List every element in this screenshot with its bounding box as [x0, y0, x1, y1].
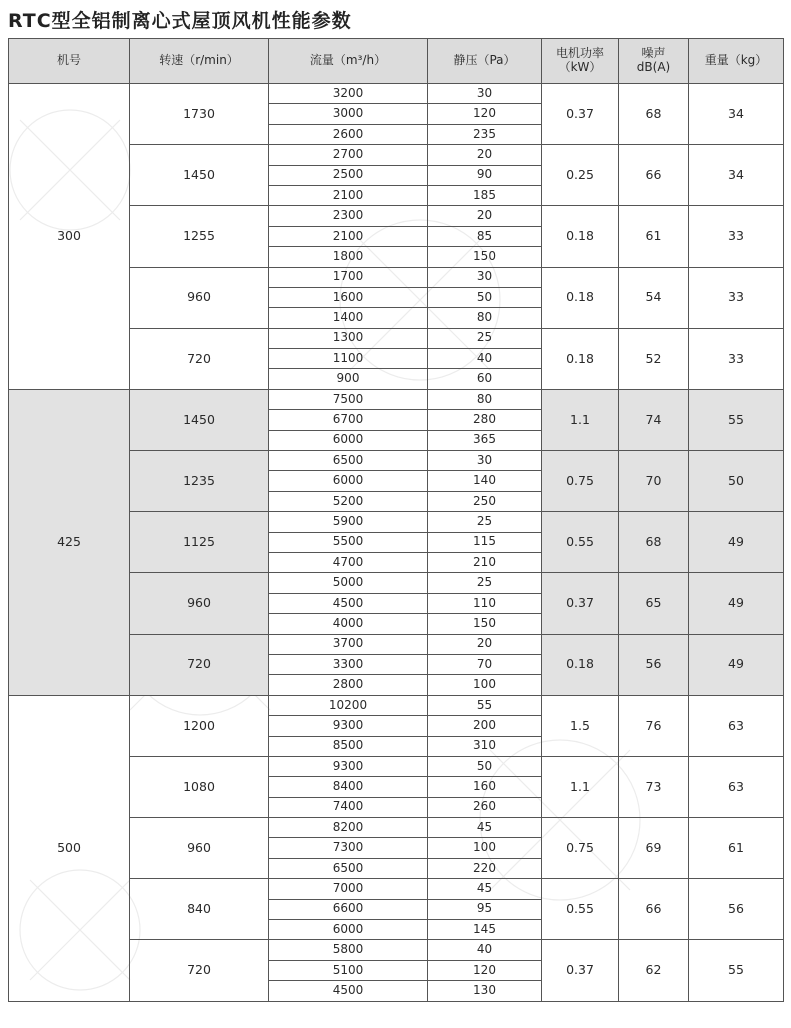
header-power-unit: （kW） — [558, 60, 602, 74]
noise-cell: 62 — [619, 940, 689, 1001]
speed-cell: 960 — [130, 267, 269, 328]
flow-cell: 10200 — [269, 695, 428, 715]
pressure-cell: 150 — [428, 614, 542, 634]
pressure-cell: 45 — [428, 818, 542, 838]
header-noise-unit: dB(A) — [636, 60, 671, 74]
pressure-cell: 100 — [428, 838, 542, 858]
flow-cell: 4000 — [269, 614, 428, 634]
weight-cell: 33 — [689, 328, 784, 389]
flow-cell: 2300 — [269, 206, 428, 226]
fan-spec-table — [8, 38, 784, 1002]
flow-cell: 8500 — [269, 736, 428, 756]
power-cell: 0.18 — [542, 206, 619, 267]
speed-cell: 1235 — [130, 451, 269, 512]
flow-cell: 9300 — [269, 756, 428, 776]
model-cell: 300 — [9, 84, 130, 390]
power-cell: 0.55 — [542, 879, 619, 940]
pressure-cell: 310 — [428, 736, 542, 756]
flow-cell: 2700 — [269, 145, 428, 165]
flow-cell: 5900 — [269, 512, 428, 532]
flow-cell: 2600 — [269, 124, 428, 144]
pressure-cell: 130 — [428, 981, 542, 1001]
pressure-cell: 20 — [428, 145, 542, 165]
page-title: RTC型全铝制离心式屋顶风机性能参数 — [8, 10, 352, 32]
pressure-cell: 280 — [428, 410, 542, 430]
pressure-cell: 120 — [428, 960, 542, 980]
pressure-cell: 20 — [428, 206, 542, 226]
header-noise-label: 噪声 — [641, 46, 666, 61]
flow-cell: 4700 — [269, 552, 428, 572]
flow-cell: 7000 — [269, 879, 428, 899]
pressure-cell: 25 — [428, 573, 542, 593]
flow-cell: 6000 — [269, 430, 428, 450]
header-flow — [269, 39, 428, 84]
flow-cell: 7500 — [269, 389, 428, 409]
model-cell: 425 — [9, 389, 130, 695]
pressure-cell: 40 — [428, 349, 542, 369]
pressure-cell: 90 — [428, 165, 542, 185]
flow-cell: 3300 — [269, 654, 428, 674]
flow-cell: 5000 — [269, 573, 428, 593]
flow-cell: 1400 — [269, 308, 428, 328]
pressure-cell: 20 — [428, 634, 542, 654]
noise-cell: 52 — [619, 328, 689, 389]
flow-cell: 3000 — [269, 104, 428, 124]
speed-cell: 720 — [130, 940, 269, 1001]
flow-cell: 1800 — [269, 247, 428, 267]
header-power — [542, 39, 619, 84]
weight-cell: 33 — [689, 206, 784, 267]
pressure-cell: 55 — [428, 695, 542, 715]
pressure-cell: 25 — [428, 328, 542, 348]
weight-cell: 63 — [689, 695, 784, 756]
speed-cell: 1200 — [130, 695, 269, 756]
flow-cell: 1300 — [269, 328, 428, 348]
speed-cell: 960 — [130, 573, 269, 634]
pressure-cell: 25 — [428, 512, 542, 532]
noise-cell: 73 — [619, 756, 689, 817]
speed-cell: 960 — [130, 818, 269, 879]
noise-cell: 68 — [619, 512, 689, 573]
pressure-cell: 115 — [428, 532, 542, 552]
flow-cell: 1700 — [269, 267, 428, 287]
pressure-cell: 30 — [428, 84, 542, 104]
pressure-cell: 365 — [428, 430, 542, 450]
weight-cell: 63 — [689, 756, 784, 817]
noise-cell: 65 — [619, 573, 689, 634]
power-cell: 0.37 — [542, 940, 619, 1001]
pressure-cell: 250 — [428, 491, 542, 511]
pressure-cell: 50 — [428, 287, 542, 307]
power-cell: 0.18 — [542, 634, 619, 695]
flow-cell: 8200 — [269, 818, 428, 838]
pressure-cell: 185 — [428, 185, 542, 205]
pressure-cell: 80 — [428, 389, 542, 409]
speed-cell: 1450 — [130, 389, 269, 450]
header-model-label: 机号 — [56, 53, 81, 68]
weight-cell: 56 — [689, 879, 784, 940]
pressure-cell: 30 — [428, 267, 542, 287]
pressure-cell: 160 — [428, 777, 542, 797]
noise-cell: 61 — [619, 206, 689, 267]
weight-cell: 49 — [689, 634, 784, 695]
header-flow-label: 流量（m³/h） — [309, 53, 387, 68]
flow-cell: 7300 — [269, 838, 428, 858]
noise-cell: 56 — [619, 634, 689, 695]
flow-cell: 6600 — [269, 899, 428, 919]
noise-cell: 68 — [619, 84, 689, 145]
flow-cell: 7400 — [269, 797, 428, 817]
table-row — [9, 84, 784, 104]
speed-cell: 720 — [130, 634, 269, 695]
pressure-cell: 235 — [428, 124, 542, 144]
pressure-cell: 200 — [428, 716, 542, 736]
header-noise — [619, 39, 689, 84]
flow-cell: 3200 — [269, 84, 428, 104]
pressure-cell: 110 — [428, 593, 542, 613]
power-cell: 1.1 — [542, 389, 619, 450]
flow-cell: 2500 — [269, 165, 428, 185]
flow-cell: 6500 — [269, 451, 428, 471]
speed-cell: 1255 — [130, 206, 269, 267]
power-cell: 0.37 — [542, 84, 619, 145]
power-cell: 1.1 — [542, 756, 619, 817]
pressure-cell: 60 — [428, 369, 542, 389]
flow-cell: 1600 — [269, 287, 428, 307]
noise-cell: 66 — [619, 879, 689, 940]
speed-cell: 1450 — [130, 145, 269, 206]
weight-cell: 50 — [689, 451, 784, 512]
power-cell: 0.25 — [542, 145, 619, 206]
speed-cell: 1125 — [130, 512, 269, 573]
power-cell: 0.55 — [542, 512, 619, 573]
flow-cell: 3700 — [269, 634, 428, 654]
pressure-cell: 70 — [428, 654, 542, 674]
flow-cell: 5800 — [269, 940, 428, 960]
weight-cell: 34 — [689, 145, 784, 206]
pressure-cell: 140 — [428, 471, 542, 491]
header-pressure-label: 静压（Pa） — [453, 53, 516, 68]
pressure-cell: 100 — [428, 675, 542, 695]
pressure-cell: 45 — [428, 879, 542, 899]
pressure-cell: 95 — [428, 899, 542, 919]
flow-cell: 1100 — [269, 349, 428, 369]
pressure-cell: 145 — [428, 920, 542, 940]
speed-cell: 840 — [130, 879, 269, 940]
pressure-cell: 50 — [428, 756, 542, 776]
weight-cell: 49 — [689, 512, 784, 573]
header-model — [9, 39, 130, 84]
flow-cell: 2800 — [269, 675, 428, 695]
flow-cell: 9300 — [269, 716, 428, 736]
speed-cell: 1730 — [130, 84, 269, 145]
flow-cell: 5500 — [269, 532, 428, 552]
weight-cell: 55 — [689, 389, 784, 450]
weight-cell: 49 — [689, 573, 784, 634]
flow-cell: 4500 — [269, 593, 428, 613]
header-power-label: 电机功率 — [555, 46, 604, 61]
flow-cell: 4500 — [269, 981, 428, 1001]
power-cell: 0.75 — [542, 818, 619, 879]
table-body — [9, 84, 784, 1002]
flow-cell: 2100 — [269, 226, 428, 246]
noise-cell: 69 — [619, 818, 689, 879]
weight-cell: 34 — [689, 84, 784, 145]
power-cell: 1.5 — [542, 695, 619, 756]
flow-cell: 6500 — [269, 858, 428, 878]
flow-cell: 6000 — [269, 920, 428, 940]
model-cell: 500 — [9, 695, 130, 1001]
table-header — [9, 39, 784, 84]
power-cell: 0.18 — [542, 267, 619, 328]
weight-cell: 55 — [689, 940, 784, 1001]
noise-cell: 66 — [619, 145, 689, 206]
header-weight — [689, 39, 784, 84]
power-cell: 0.37 — [542, 573, 619, 634]
flow-cell: 6000 — [269, 471, 428, 491]
pressure-cell: 120 — [428, 104, 542, 124]
power-cell: 0.75 — [542, 451, 619, 512]
flow-cell: 900 — [269, 369, 428, 389]
header-speed — [130, 39, 269, 84]
weight-cell: 61 — [689, 818, 784, 879]
pressure-cell: 80 — [428, 308, 542, 328]
flow-cell: 6700 — [269, 410, 428, 430]
flow-cell: 2100 — [269, 185, 428, 205]
pressure-cell: 210 — [428, 552, 542, 572]
noise-cell: 54 — [619, 267, 689, 328]
header-speed-label: 转速（r/min） — [159, 53, 239, 68]
flow-cell: 5100 — [269, 960, 428, 980]
pressure-cell: 85 — [428, 226, 542, 246]
weight-cell: 33 — [689, 267, 784, 328]
pressure-cell: 150 — [428, 247, 542, 267]
noise-cell: 74 — [619, 389, 689, 450]
pressure-cell: 40 — [428, 940, 542, 960]
power-cell: 0.18 — [542, 328, 619, 389]
flow-cell: 8400 — [269, 777, 428, 797]
pressure-cell: 30 — [428, 451, 542, 471]
header-pressure — [428, 39, 542, 84]
flow-cell: 5200 — [269, 491, 428, 511]
pressure-cell: 220 — [428, 858, 542, 878]
speed-cell: 720 — [130, 328, 269, 389]
table-row — [9, 389, 784, 409]
header-row — [9, 39, 784, 84]
speed-cell: 1080 — [130, 756, 269, 817]
pressure-cell: 260 — [428, 797, 542, 817]
table-row — [9, 695, 784, 715]
header-weight-label: 重量（kg） — [704, 53, 768, 68]
noise-cell: 76 — [619, 695, 689, 756]
noise-cell: 70 — [619, 451, 689, 512]
